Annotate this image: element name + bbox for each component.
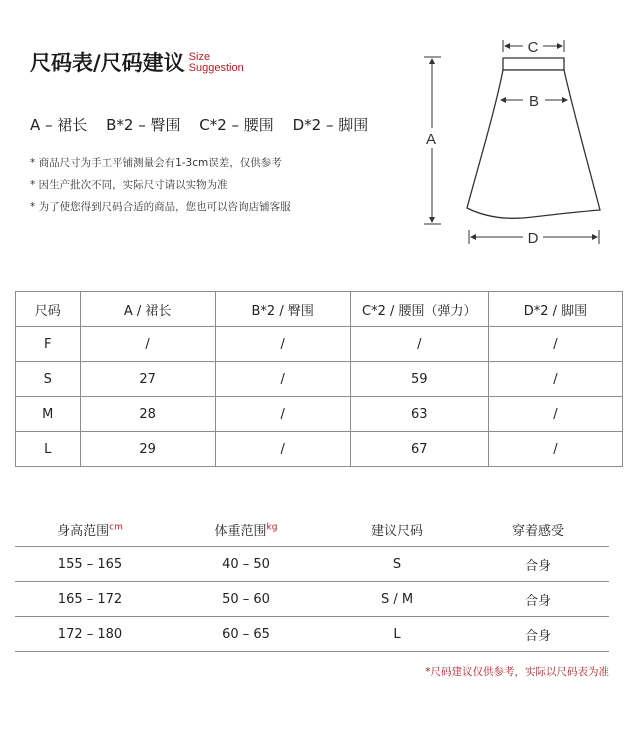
table-row xyxy=(15,582,609,617)
dimension-a xyxy=(424,57,441,224)
table-cell: / xyxy=(350,327,488,362)
table-cell: 172 – 180 xyxy=(15,617,165,652)
table-row xyxy=(16,362,623,397)
header-hem: D*2 / 脚围 xyxy=(488,292,622,327)
legend-d: D*2 – 脚围 xyxy=(292,116,369,134)
dimension-c xyxy=(503,39,564,56)
table-cell: / xyxy=(488,432,622,467)
title-en-line-1: Size xyxy=(188,51,211,63)
recommend-table-header xyxy=(15,513,609,547)
note-3: * 为了使您得到尺码合适的商品，您也可以咨询店铺客服 xyxy=(30,201,291,213)
table-cell: 合身 xyxy=(467,617,609,652)
table-row xyxy=(16,432,623,467)
table-cell: 27 xyxy=(80,362,215,397)
height-unit: cm xyxy=(109,522,123,533)
skirt-diagram xyxy=(415,30,615,250)
table-cell: 50 – 60 xyxy=(165,582,327,617)
table-cell: 合身 xyxy=(467,547,609,582)
header-waist: C*2 / 腰围（弹力） xyxy=(350,292,488,327)
header-height-label: 身高范围 xyxy=(57,524,110,539)
table-cell: 60 – 65 xyxy=(165,617,327,652)
measurement-legend xyxy=(30,114,382,135)
table-cell: 165 – 172 xyxy=(15,582,165,617)
header-weight xyxy=(165,513,327,547)
table-cell: / xyxy=(215,362,350,397)
label-c: C xyxy=(527,39,539,56)
header-hip: B*2 / 臀围 xyxy=(215,292,350,327)
table-cell: / xyxy=(215,397,350,432)
header-height xyxy=(15,513,165,547)
table-row xyxy=(16,327,623,362)
header-weight-label: 体重范围 xyxy=(214,524,267,539)
note-2: * 因生产批次不同，实际尺寸请以实物为准 xyxy=(30,179,228,191)
header-length: A / 裙长 xyxy=(80,292,215,327)
weight-unit: kg xyxy=(266,522,278,533)
notes xyxy=(30,152,291,218)
table-cell: L xyxy=(327,617,467,652)
table-cell: 59 xyxy=(350,362,488,397)
table-cell: / xyxy=(80,327,215,362)
table-cell: / xyxy=(215,327,350,362)
label-b: B xyxy=(528,93,540,110)
title-cn: 尺码表/尺码建议 xyxy=(30,51,185,75)
table-cell: / xyxy=(488,327,622,362)
table-cell: 28 xyxy=(80,397,215,432)
table-cell: 40 – 50 xyxy=(165,547,327,582)
table-cell: / xyxy=(215,432,350,467)
table-cell: 67 xyxy=(350,432,488,467)
skirt-shape xyxy=(467,58,600,218)
label-a: A xyxy=(425,131,437,148)
title-en-line-2: Suggestion xyxy=(188,62,244,74)
table-cell: L xyxy=(16,432,81,467)
table-cell: S xyxy=(327,547,467,582)
table-row xyxy=(15,617,609,652)
header-fit: 穿着感受 xyxy=(467,513,609,547)
footnote: *尺码建议仅供参考，实际以尺码表为准 xyxy=(425,666,609,678)
table-cell: / xyxy=(488,362,622,397)
table-row xyxy=(15,547,609,582)
legend-a: A – 裙长 xyxy=(30,116,88,134)
note-1: * 商品尺寸为手工平铺测量会有1-3cm误差，仅供参考 xyxy=(30,157,282,169)
table-row xyxy=(16,397,623,432)
size-table-header xyxy=(16,292,623,327)
table-cell: / xyxy=(488,397,622,432)
header-size: 尺码 xyxy=(16,292,81,327)
table-cell: M xyxy=(16,397,81,432)
dimension-d xyxy=(469,230,599,247)
header-suggested-size: 建议尺码 xyxy=(327,513,467,547)
recommend-table xyxy=(15,513,609,652)
table-cell: S / M xyxy=(327,582,467,617)
label-d: D xyxy=(527,230,539,247)
table-cell: S xyxy=(16,362,81,397)
table-cell: 63 xyxy=(350,397,488,432)
table-cell: 合身 xyxy=(467,582,609,617)
size-table xyxy=(15,291,623,467)
legend-b: B*2 – 臀围 xyxy=(106,116,181,134)
table-cell: F xyxy=(16,327,81,362)
table-cell: 155 – 165 xyxy=(15,547,165,582)
page-title xyxy=(30,50,244,76)
legend-c: C*2 – 腰围 xyxy=(199,116,274,134)
title-en xyxy=(189,52,244,74)
table-cell: 29 xyxy=(80,432,215,467)
